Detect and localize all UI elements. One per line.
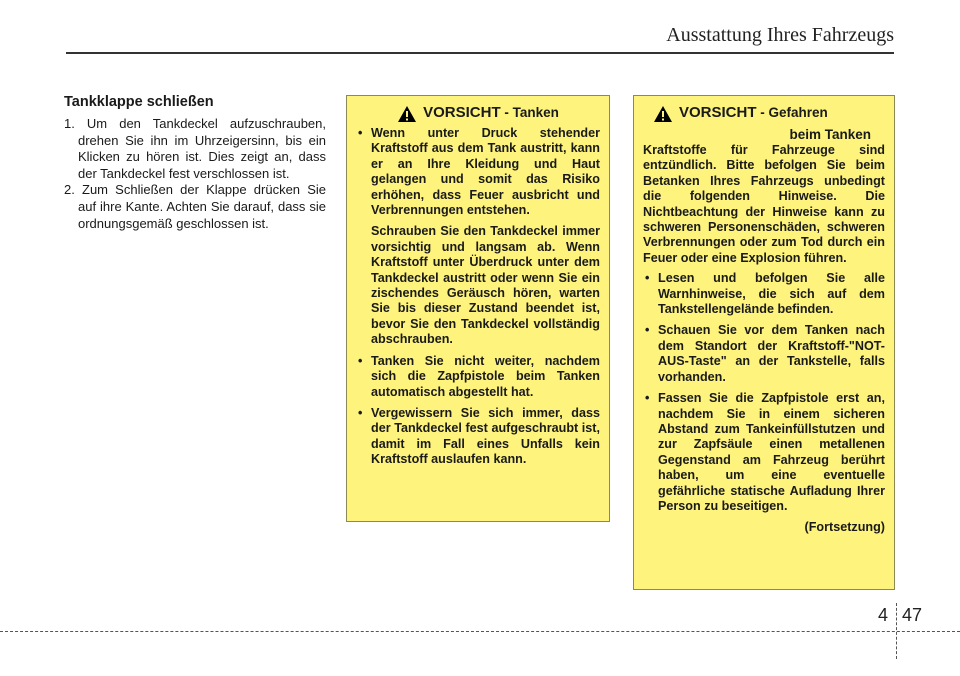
caution-bullet: • Tanken Sie nicht weiter, nachdem sich die Zapfpistole beim Tanken automatisch abgestellt hat. — [356, 354, 600, 400]
caution-bullet: • Lesen und befolgen Sie alle Warnhinweise, die sich auf dem Tankstellengelände befinden. — [643, 271, 885, 317]
caution-bullet: • Wenn unter Druck stehender Kraftstoff aus dem Tank austritt, kann er an Ihre Kleidung und Haut gelangen und somit das Risiko erhöhen, dass Feuer ausbricht und Verbrennungen entstehen. — [356, 126, 600, 218]
page-number: 47 — [902, 605, 923, 625]
caution-header — [643, 104, 885, 123]
step-list — [64, 116, 326, 232]
caution-subtitle: - Tanken — [500, 105, 559, 120]
caution-title: VORSICHT - Gefahren — [679, 104, 828, 121]
caution-subtitle: - Gefahren — [756, 105, 828, 120]
caution-bullet: • Vergewissern Sie sich immer, dass der Tankdeckel fest aufgeschraubt ist, damit im Fall eines Unfalls kein Kraftstoff auslaufen kann. — [356, 406, 600, 468]
caution-title: VORSICHT - Tanken — [423, 104, 559, 121]
warning-triangle-icon — [397, 105, 417, 123]
caution-box-refuel-hazards — [633, 95, 895, 590]
caution-bullets — [356, 126, 600, 468]
footer-rule — [0, 631, 960, 632]
section-heading: Tankklappe schließen — [64, 94, 214, 110]
caution-header — [356, 104, 600, 123]
warning-triangle-icon — [653, 105, 673, 123]
tank-flap-section — [64, 94, 326, 232]
header-rule — [66, 52, 894, 54]
caution-bullet-continuation: Schrauben Sie den Tankdeckel immer vorsichtig und langsam ab. Wenn Kraftstoff unter Überdruck unter dem Tankdeckel austritt oder wenn Sie ein zischendes Geräusch hören, warten Sie bis dieser Zustand beendet ist, bevor Sie den Tankdeckel vollständig abschrauben. — [371, 224, 600, 347]
continued-note: (Fortsetzung) — [804, 520, 885, 535]
caution-intro: Kraftstoffe für Fahrzeuge sind entzündlich. Bitte befolgen Sie beim Betanken Ihres Fahrzeugs unbedingt die folgenden Hinweise. Die Nichtbeachtung der Hinweise kann zu schweren Personenschäden, schweren Verbrennungen oder zum Tod durch ein Feuer oder eine Explosion führen. — [643, 143, 885, 265]
chapter-number: 4 — [877, 605, 888, 625]
header-title: Ausstattung Ihres Fahrzeugs — [666, 24, 894, 46]
page-number-separator — [896, 603, 897, 659]
caution-bullet: • Schauen Sie vor dem Tanken nach dem Standort der Kraftstoff-"NOT-AUS-Taste" an der Tankstelle, falls vorhanden. — [643, 323, 885, 385]
caution-bullets — [643, 271, 885, 514]
caution-subtitle-line2: beim Tanken — [789, 127, 871, 142]
step-1: 1. Um den Tankdeckel aufzuschrauben, drehen Sie ihn im Uhrzeigersinn, bis ein Klicken zu hören ist. Dies zeigt an, dass der Tankdeckel fest verschlossen ist. — [64, 116, 326, 181]
caution-box-tanken — [346, 95, 610, 522]
step-2: 2. Zum Schließen der Klappe drücken Sie auf ihre Kante. Achten Sie darauf, dass sie ordnungsgemäß geschlossen ist. — [64, 182, 326, 231]
caution-bullet: • Fassen Sie die Zapfpistole erst an, nachdem Sie in einem sicheren Abstand zum Tankeinfüllstutzen und zur Zapfsäule einen metallenen Gegenstand am Fahrzeug berührt haben, um eine eventuelle gefährliche statische Aufladung Ihrer Person zu beseitigen. — [643, 391, 885, 514]
